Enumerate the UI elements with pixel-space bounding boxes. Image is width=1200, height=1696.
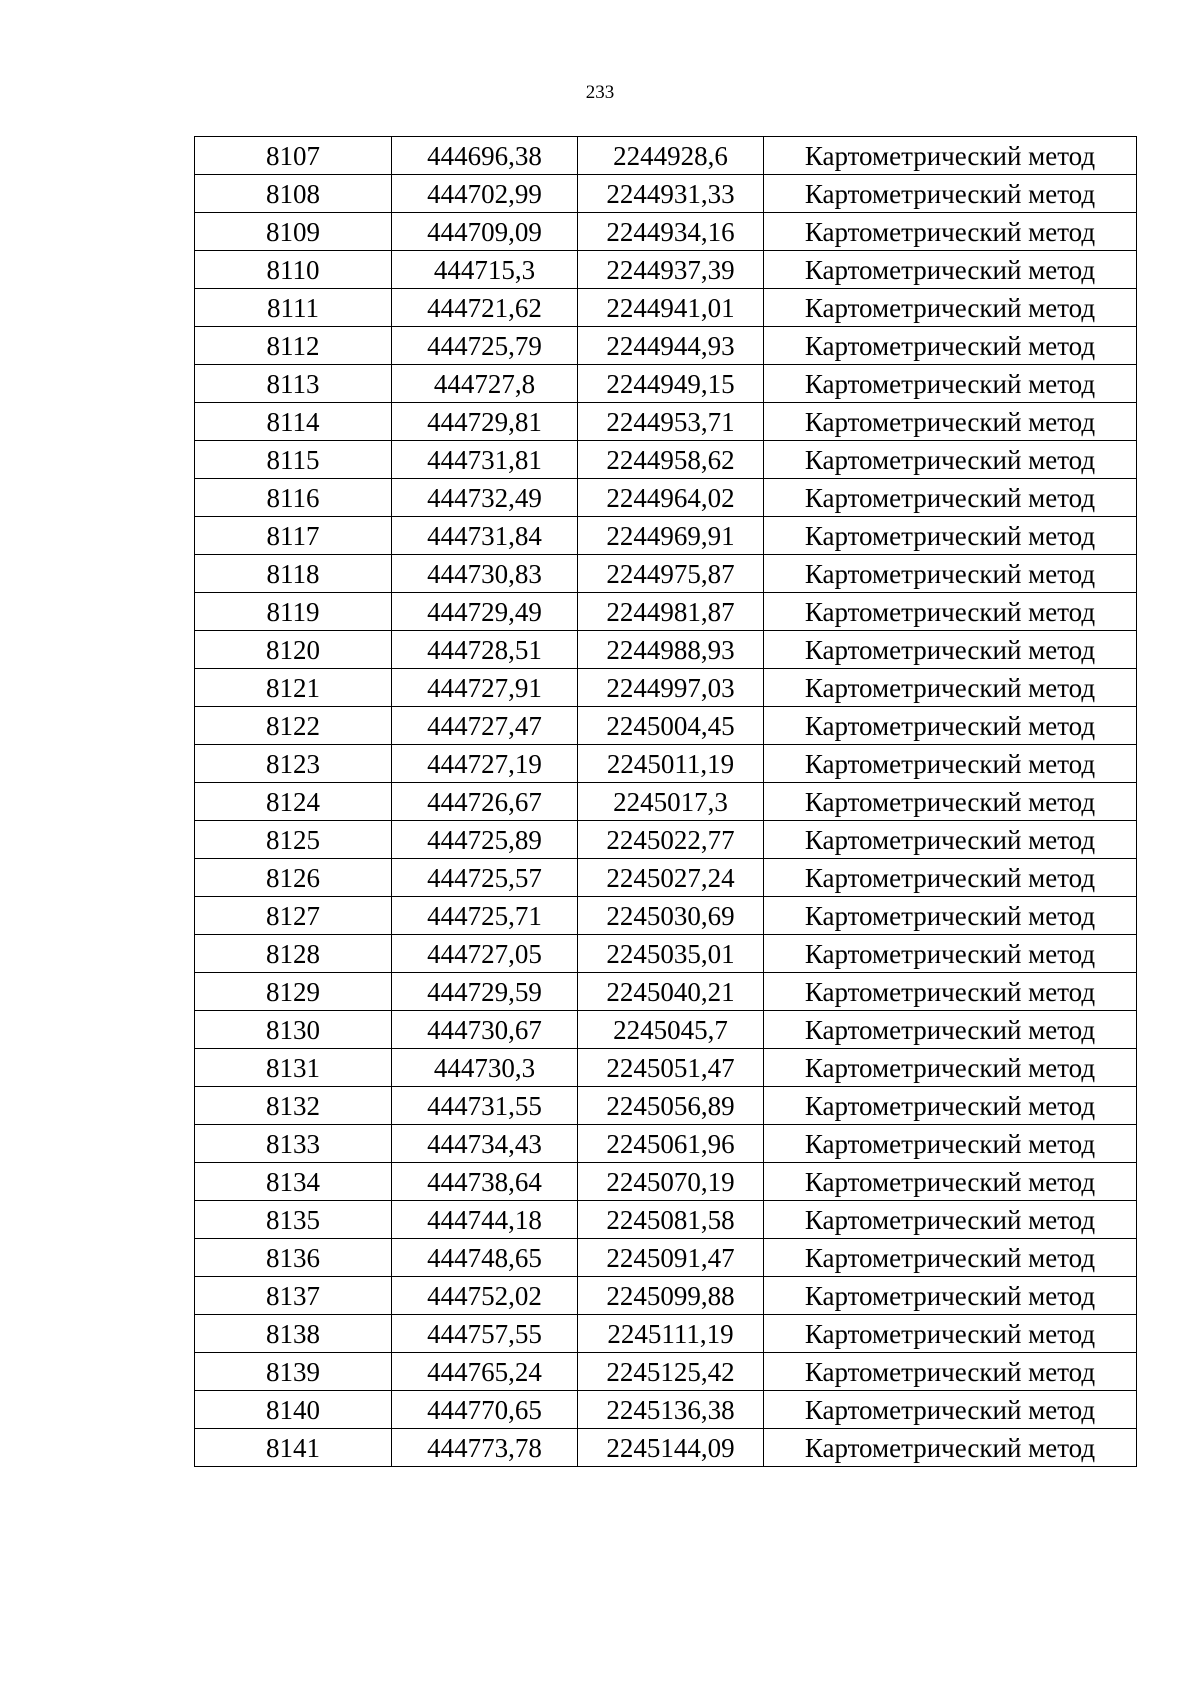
method-cell: Картометрический метод <box>764 479 1137 517</box>
y-coordinate-cell: 2244975,87 <box>578 555 764 593</box>
table-row <box>195 1125 1137 1163</box>
y-coordinate-cell: 2244928,6 <box>578 137 764 175</box>
point-number-cell: 8132 <box>195 1087 392 1125</box>
table-row <box>195 365 1137 403</box>
x-coordinate-cell: 444757,55 <box>392 1315 578 1353</box>
y-coordinate-cell: 2245040,21 <box>578 973 764 1011</box>
x-coordinate-cell: 444727,47 <box>392 707 578 745</box>
table-row <box>195 631 1137 669</box>
table-row <box>195 479 1137 517</box>
table-row <box>195 555 1137 593</box>
y-coordinate-cell: 2245061,96 <box>578 1125 764 1163</box>
point-number-cell: 8136 <box>195 1239 392 1277</box>
x-coordinate-cell: 444752,02 <box>392 1277 578 1315</box>
x-coordinate-cell: 444773,78 <box>392 1429 578 1467</box>
method-cell: Картометрический метод <box>764 745 1137 783</box>
table-row <box>195 1201 1137 1239</box>
y-coordinate-cell: 2245051,47 <box>578 1049 764 1087</box>
table-row <box>195 1429 1137 1467</box>
y-coordinate-cell: 2245022,77 <box>578 821 764 859</box>
x-coordinate-cell: 444748,65 <box>392 1239 578 1277</box>
method-cell: Картометрический метод <box>764 631 1137 669</box>
method-cell: Картометрический метод <box>764 517 1137 555</box>
table-row <box>195 1391 1137 1429</box>
method-cell: Картометрический метод <box>764 1277 1137 1315</box>
y-coordinate-cell: 2245136,38 <box>578 1391 764 1429</box>
x-coordinate-cell: 444730,3 <box>392 1049 578 1087</box>
point-number-cell: 8113 <box>195 365 392 403</box>
method-cell: Картометрический метод <box>764 1315 1137 1353</box>
point-number-cell: 8127 <box>195 897 392 935</box>
point-number-cell: 8111 <box>195 289 392 327</box>
table-row <box>195 593 1137 631</box>
point-number-cell: 8139 <box>195 1353 392 1391</box>
x-coordinate-cell: 444729,49 <box>392 593 578 631</box>
point-number-cell: 8122 <box>195 707 392 745</box>
x-coordinate-cell: 444729,81 <box>392 403 578 441</box>
table-row <box>195 327 1137 365</box>
page-number: 233 <box>585 82 615 103</box>
y-coordinate-cell: 2244964,02 <box>578 479 764 517</box>
table-row <box>195 821 1137 859</box>
y-coordinate-cell: 2244988,93 <box>578 631 764 669</box>
table-row <box>195 137 1137 175</box>
x-coordinate-cell: 444725,89 <box>392 821 578 859</box>
x-coordinate-cell: 444729,59 <box>392 973 578 1011</box>
method-cell: Картометрический метод <box>764 175 1137 213</box>
table-row <box>195 251 1137 289</box>
point-number-cell: 8110 <box>195 251 392 289</box>
method-cell: Картометрический метод <box>764 1429 1137 1467</box>
x-coordinate-cell: 444727,8 <box>392 365 578 403</box>
x-coordinate-cell: 444727,91 <box>392 669 578 707</box>
y-coordinate-cell: 2245004,45 <box>578 707 764 745</box>
table-row <box>195 289 1137 327</box>
y-coordinate-cell: 2244934,16 <box>578 213 764 251</box>
method-cell: Картометрический метод <box>764 1163 1137 1201</box>
y-coordinate-cell: 2245027,24 <box>578 859 764 897</box>
method-cell: Картометрический метод <box>764 897 1137 935</box>
x-coordinate-cell: 444721,62 <box>392 289 578 327</box>
point-number-cell: 8131 <box>195 1049 392 1087</box>
table-row <box>195 1163 1137 1201</box>
method-cell: Картометрический метод <box>764 1049 1137 1087</box>
x-coordinate-cell: 444738,64 <box>392 1163 578 1201</box>
method-cell: Картометрический метод <box>764 821 1137 859</box>
x-coordinate-cell: 444726,67 <box>392 783 578 821</box>
x-coordinate-cell: 444725,79 <box>392 327 578 365</box>
y-coordinate-cell: 2244953,71 <box>578 403 764 441</box>
point-number-cell: 8134 <box>195 1163 392 1201</box>
point-number-cell: 8109 <box>195 213 392 251</box>
point-number-cell: 8108 <box>195 175 392 213</box>
point-number-cell: 8137 <box>195 1277 392 1315</box>
y-coordinate-cell: 2245030,69 <box>578 897 764 935</box>
point-number-cell: 8125 <box>195 821 392 859</box>
y-coordinate-cell: 2244941,01 <box>578 289 764 327</box>
point-number-cell: 8141 <box>195 1429 392 1467</box>
x-coordinate-cell: 444734,43 <box>392 1125 578 1163</box>
table-row <box>195 517 1137 555</box>
method-cell: Картометрический метод <box>764 783 1137 821</box>
method-cell: Картометрический метод <box>764 137 1137 175</box>
y-coordinate-cell: 2244944,93 <box>578 327 764 365</box>
point-number-cell: 8140 <box>195 1391 392 1429</box>
x-coordinate-cell: 444731,84 <box>392 517 578 555</box>
point-number-cell: 8135 <box>195 1201 392 1239</box>
point-number-cell: 8124 <box>195 783 392 821</box>
coordinates-table <box>194 136 1137 1467</box>
point-number-cell: 8138 <box>195 1315 392 1353</box>
x-coordinate-cell: 444727,19 <box>392 745 578 783</box>
point-number-cell: 8118 <box>195 555 392 593</box>
x-coordinate-cell: 444725,71 <box>392 897 578 935</box>
method-cell: Картометрический метод <box>764 327 1137 365</box>
method-cell: Картометрический метод <box>764 669 1137 707</box>
y-coordinate-cell: 2245011,19 <box>578 745 764 783</box>
point-number-cell: 8107 <box>195 137 392 175</box>
table-row <box>195 707 1137 745</box>
table-row <box>195 669 1137 707</box>
table-row <box>195 1239 1137 1277</box>
y-coordinate-cell: 2244931,33 <box>578 175 764 213</box>
method-cell: Картометрический метод <box>764 213 1137 251</box>
table-row <box>195 973 1137 1011</box>
method-cell: Картометрический метод <box>764 707 1137 745</box>
method-cell: Картометрический метод <box>764 555 1137 593</box>
x-coordinate-cell: 444709,09 <box>392 213 578 251</box>
method-cell: Картометрический метод <box>764 935 1137 973</box>
x-coordinate-cell: 444765,24 <box>392 1353 578 1391</box>
point-number-cell: 8126 <box>195 859 392 897</box>
table-row <box>195 897 1137 935</box>
y-coordinate-cell: 2244937,39 <box>578 251 764 289</box>
method-cell: Картометрический метод <box>764 1011 1137 1049</box>
table-row <box>195 403 1137 441</box>
x-coordinate-cell: 444744,18 <box>392 1201 578 1239</box>
method-cell: Картометрический метод <box>764 1239 1137 1277</box>
method-cell: Картометрический метод <box>764 365 1137 403</box>
method-cell: Картометрический метод <box>764 289 1137 327</box>
x-coordinate-cell: 444770,65 <box>392 1391 578 1429</box>
table-row <box>195 783 1137 821</box>
method-cell: Картометрический метод <box>764 1391 1137 1429</box>
method-cell: Картометрический метод <box>764 1353 1137 1391</box>
method-cell: Картометрический метод <box>764 441 1137 479</box>
point-number-cell: 8123 <box>195 745 392 783</box>
method-cell: Картометрический метод <box>764 1087 1137 1125</box>
point-number-cell: 8128 <box>195 935 392 973</box>
x-coordinate-cell: 444731,81 <box>392 441 578 479</box>
method-cell: Картометрический метод <box>764 403 1137 441</box>
x-coordinate-cell: 444730,67 <box>392 1011 578 1049</box>
method-cell: Картометрический метод <box>764 1125 1137 1163</box>
y-coordinate-cell: 2244997,03 <box>578 669 764 707</box>
method-cell: Картометрический метод <box>764 973 1137 1011</box>
point-number-cell: 8117 <box>195 517 392 555</box>
y-coordinate-cell: 2245056,89 <box>578 1087 764 1125</box>
x-coordinate-cell: 444727,05 <box>392 935 578 973</box>
method-cell: Картометрический метод <box>764 859 1137 897</box>
table-row <box>195 1315 1137 1353</box>
y-coordinate-cell: 2245091,47 <box>578 1239 764 1277</box>
method-cell: Картометрический метод <box>764 593 1137 631</box>
y-coordinate-cell: 2245125,42 <box>578 1353 764 1391</box>
y-coordinate-cell: 2244969,91 <box>578 517 764 555</box>
y-coordinate-cell: 2245099,88 <box>578 1277 764 1315</box>
y-coordinate-cell: 2245017,3 <box>578 783 764 821</box>
x-coordinate-cell: 444696,38 <box>392 137 578 175</box>
table-row <box>195 745 1137 783</box>
y-coordinate-cell: 2245070,19 <box>578 1163 764 1201</box>
point-number-cell: 8119 <box>195 593 392 631</box>
x-coordinate-cell: 444715,3 <box>392 251 578 289</box>
point-number-cell: 8120 <box>195 631 392 669</box>
y-coordinate-cell: 2245081,58 <box>578 1201 764 1239</box>
point-number-cell: 8130 <box>195 1011 392 1049</box>
table-row <box>195 1087 1137 1125</box>
y-coordinate-cell: 2245035,01 <box>578 935 764 973</box>
x-coordinate-cell: 444730,83 <box>392 555 578 593</box>
y-coordinate-cell: 2245111,19 <box>578 1315 764 1353</box>
method-cell: Картометрический метод <box>764 251 1137 289</box>
x-coordinate-cell: 444702,99 <box>392 175 578 213</box>
y-coordinate-cell: 2244981,87 <box>578 593 764 631</box>
table-row <box>195 213 1137 251</box>
table-row <box>195 1011 1137 1049</box>
table-row <box>195 175 1137 213</box>
table-row <box>195 859 1137 897</box>
point-number-cell: 8129 <box>195 973 392 1011</box>
table-row <box>195 1049 1137 1087</box>
x-coordinate-cell: 444728,51 <box>392 631 578 669</box>
point-number-cell: 8112 <box>195 327 392 365</box>
y-coordinate-cell: 2245144,09 <box>578 1429 764 1467</box>
point-number-cell: 8121 <box>195 669 392 707</box>
x-coordinate-cell: 444731,55 <box>392 1087 578 1125</box>
x-coordinate-cell: 444725,57 <box>392 859 578 897</box>
table-row <box>195 1353 1137 1391</box>
y-coordinate-cell: 2244958,62 <box>578 441 764 479</box>
point-number-cell: 8133 <box>195 1125 392 1163</box>
point-number-cell: 8114 <box>195 403 392 441</box>
table-row <box>195 1277 1137 1315</box>
y-coordinate-cell: 2245045,7 <box>578 1011 764 1049</box>
method-cell: Картометрический метод <box>764 1201 1137 1239</box>
table-row <box>195 441 1137 479</box>
table-row <box>195 935 1137 973</box>
point-number-cell: 8116 <box>195 479 392 517</box>
point-number-cell: 8115 <box>195 441 392 479</box>
coordinates-table-body <box>195 137 1137 1467</box>
y-coordinate-cell: 2244949,15 <box>578 365 764 403</box>
x-coordinate-cell: 444732,49 <box>392 479 578 517</box>
